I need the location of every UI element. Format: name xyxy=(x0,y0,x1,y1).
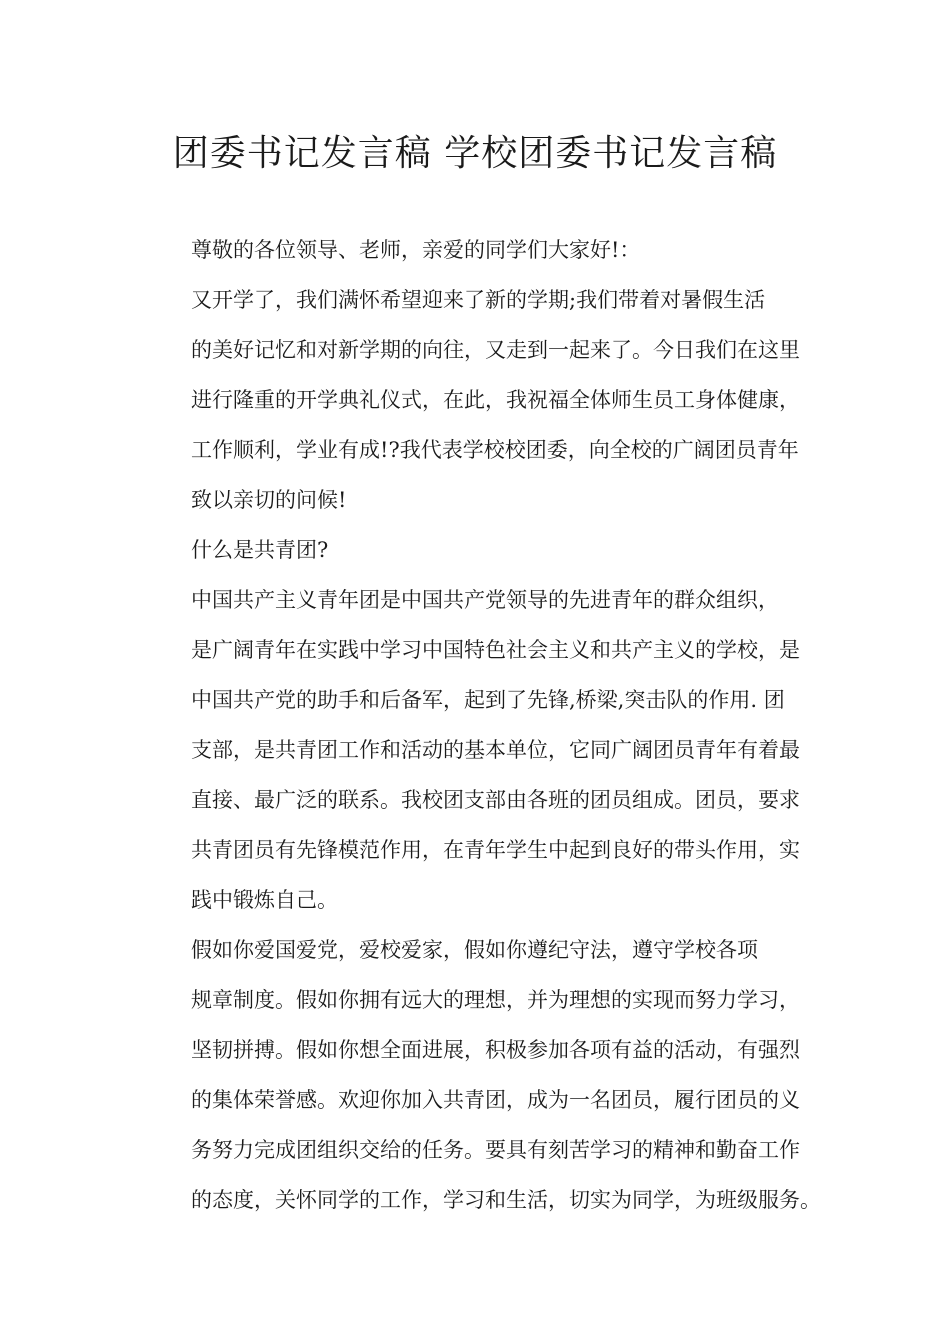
text-line: 进行隆重的开学典礼仪式，在此，我祝福全体师生员工身体健康， xyxy=(191,388,800,412)
text-line: 致以亲切的问候! xyxy=(191,488,347,512)
text-line: 坚韧拼搏。假如你想全面进展，积极参加各项有益的活动，有强烈 xyxy=(191,1038,800,1062)
text-line: 规章制度。假如你拥有远大的理想，并为理想的实现而努力学习， xyxy=(191,988,800,1012)
text-line: 又开学了，我们满怀希望迎来了新的学期;我们带着对暑假生活 xyxy=(191,288,766,312)
text-line: 假如你爱国爱党，爱校爱家，假如你遵纪守法，遵守学校各项 xyxy=(191,938,758,962)
text-line: 的美好记忆和对新学期的向往，又走到一起来了。今日我们在这里 xyxy=(191,338,800,362)
text-line: 尊敬的各位领导、老师，亲爱的同学们大家好!： xyxy=(191,238,641,262)
text-line: 中国共产主义青年团是中国共产党领导的先进青年的群众组织， xyxy=(191,588,779,612)
text-line: 践中锻炼自己。 xyxy=(191,888,338,912)
text-line: 中国共产党的助手和后备军，起到了先锋,桥梁,突击队的作用. 团 xyxy=(191,688,785,712)
text-line: 务努力完成团组织交给的任务。要具有刻苦学习的精神和勤奋工作 xyxy=(191,1138,800,1162)
text-line: 的集体荣誉感。欢迎你加入共青团，成为一名团员，履行团员的义 xyxy=(191,1088,800,1112)
text-line: 支部，是共青团工作和活动的基本单位，它同广阔团员青年有着最 xyxy=(191,738,800,762)
text-line: 共青团员有先锋模范作用，在青年学生中起到良好的带头作用，实 xyxy=(191,838,800,862)
text-line: 工作顺利，学业有成!?我代表学校校团委，向全校的广阔团员青年 xyxy=(191,438,799,462)
paragraph-definition xyxy=(146,575,826,925)
paragraph-invitation xyxy=(146,925,826,1225)
paragraph-greeting xyxy=(146,225,826,275)
text-line: 什么是共青团? xyxy=(191,538,329,562)
document-body xyxy=(146,225,826,1225)
document-title: 团委书记发言稿 学校团委书记发言稿 xyxy=(172,133,778,174)
text-line: 的态度，关怀同学的工作，学习和生活，切实为同学，为班级服务。 xyxy=(191,1188,821,1212)
text-line: 是广阔青年在实践中学习中国特色社会主义和共产主义的学校，是 xyxy=(191,638,800,662)
paragraph-question xyxy=(146,525,826,575)
text-line: 直接、最广泛的联系。我校团支部由各班的团员组成。团员，要求 xyxy=(191,788,800,812)
paragraph-opening xyxy=(146,275,826,525)
